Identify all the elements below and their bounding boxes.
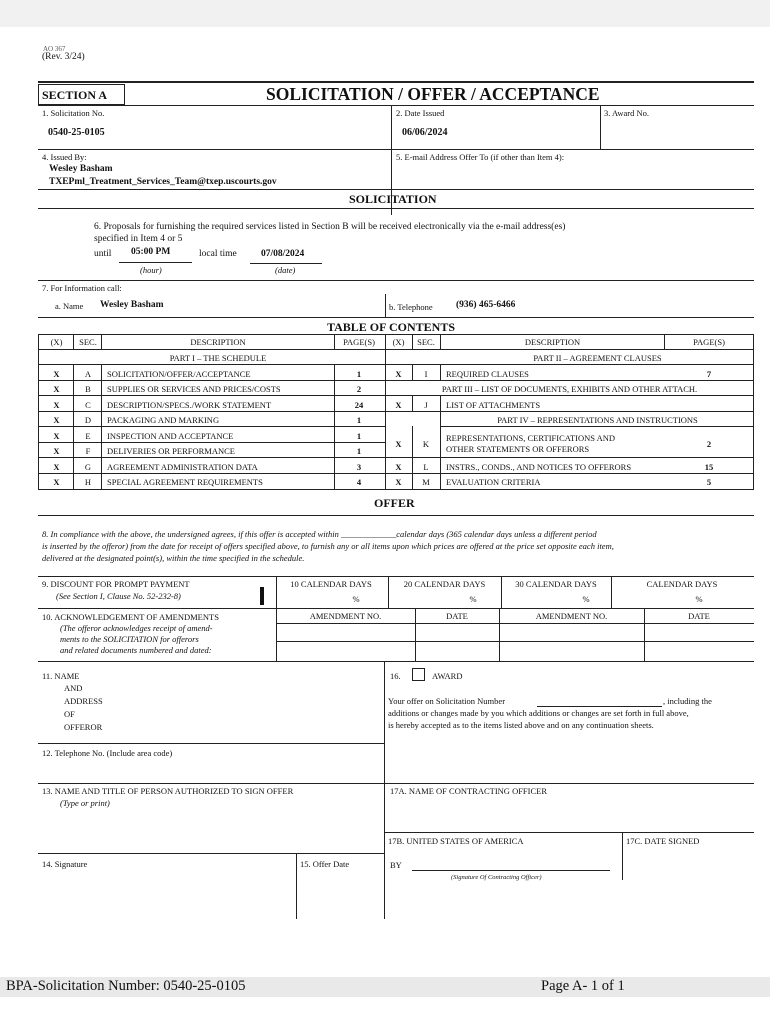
toc-left-pages: 3: [356, 462, 362, 472]
offeror-of-label: OF: [64, 709, 75, 719]
award-number-label: 16.: [390, 671, 401, 681]
footer-solicitation-number: BPA-Solicitation Number: 0540-25-0105: [6, 978, 246, 994]
toc-left-pages: 24: [354, 400, 364, 410]
toc-col-x-left: (X): [50, 337, 63, 347]
amendments-note-line3: and related documents numbered and dated:: [60, 645, 212, 655]
toc-right-sec: J: [424, 400, 428, 410]
offeror-and-label: AND: [64, 683, 83, 693]
until-label: until: [94, 249, 112, 259]
discount-20-days: 20 CALENDAR DAYS: [403, 579, 486, 589]
toc-right-x: X: [395, 439, 402, 449]
toc-col-pages-left: PAGE(S): [343, 337, 375, 347]
email-to-label: 5. E-mail Address Offer To (if other than Item 4):: [396, 152, 565, 162]
toc-left-sec: G: [84, 462, 92, 472]
discount-30-pct: %: [582, 594, 590, 604]
due-date: 07/08/2024: [261, 249, 305, 259]
award-no-label: 3. Award No.: [604, 108, 650, 118]
toc-left-desc: SOLICITATION/OFFER/ACCEPTANCE: [107, 369, 251, 379]
solicitation-heading: SOLICITATION: [349, 192, 437, 206]
page-footer: [0, 977, 770, 997]
amendments-note-line1: (The offeror acknowledges receipt of amend-: [60, 623, 213, 633]
toc-col-desc-left: DESCRIPTION: [190, 337, 246, 347]
toc-left-sec: E: [85, 431, 91, 441]
section-label: SECTION A: [42, 88, 108, 102]
award-text-line2: additions or changes made by you which additions or changes are set forth in full above,: [388, 708, 689, 718]
form-sheet: [0, 27, 770, 977]
text-cursor-marker: [260, 587, 264, 605]
contact-name: Wesley Basham: [100, 300, 164, 310]
local-time-label: local time: [199, 249, 237, 259]
toc-left-desc: SUPPLIES OR SERVICES AND PRICES/COSTS: [107, 384, 281, 394]
award-text-line1-a: Your offer on Solicitation Number: [388, 696, 506, 706]
signature-label: 14. Signature: [42, 859, 88, 869]
toc-part3: PART III – LIST OF DOCUMENTS, EXHIBITS AND OTHER ATTACH.: [441, 384, 698, 394]
toc-left-desc: DESCRIPTION/SPECS./WORK STATEMENT: [107, 400, 272, 410]
toc-col-sec-left: SEC.: [79, 337, 97, 347]
hour-caption: (hour): [140, 265, 162, 275]
toc-right-desc: INSTRS., CONDS., AND NOTICES TO OFFERORS: [446, 462, 632, 472]
award-text-line1-b: , including the: [663, 696, 712, 706]
toc-right-pages: 2: [706, 439, 712, 449]
amendment-date-header-2: DATE: [688, 611, 710, 621]
solicitation-no-label: 1. Solicitation No.: [42, 108, 105, 118]
toc-right-pages: 7: [706, 369, 712, 379]
toc-right-x: X: [395, 400, 402, 410]
toc-col-x-right: (X): [392, 337, 405, 347]
discount-other-days: CALENDAR DAYS: [646, 579, 718, 589]
toc-left-sec: F: [85, 446, 91, 456]
footer-page-number: Page A- 1 of 1: [541, 978, 625, 994]
discount-30-days: 30 CALENDAR DAYS: [515, 579, 597, 589]
toc-left-sec: D: [84, 415, 92, 425]
toc-right-desc: REQUIRED CLAUSES: [446, 369, 529, 379]
toc-left-sec: H: [84, 477, 92, 487]
toc-right-desc: REPRESENTATIONS, CERTIFICATIONS AND: [446, 433, 616, 443]
toc-right-sec: L: [423, 462, 429, 472]
toc-right-desc: LIST OF ATTACHMENTS: [446, 400, 541, 410]
due-time: 05:00 PM: [131, 247, 171, 257]
toc-left-x: X: [53, 384, 60, 394]
award-checkbox[interactable]: [412, 668, 425, 681]
solicitation-no: 0540-25-0105: [48, 127, 105, 138]
toc-right-sec: I: [424, 369, 428, 379]
amendments-note-line2: ments to the SOLICITATION for offerors: [60, 634, 199, 644]
contracting-officer-label: 17A. NAME OF CONTRACTING OFFICER: [390, 786, 548, 796]
date-signed-label: 17C. DATE SIGNED: [626, 836, 700, 846]
toc-left-desc: SPECIAL AGREEMENT REQUIREMENTS: [107, 477, 263, 487]
toc-left-sec: C: [85, 400, 91, 410]
toc-col-sec-right: SEC.: [417, 337, 435, 347]
toc-part2: PART II – AGREEMENT CLAUSES: [533, 353, 662, 363]
item8-text-line2: is inserted by the offeror) from the date for receipt of offers specified above, to furnish any or all items upon which prices are offered at the price set opposite each item,: [42, 541, 614, 551]
issued-by-label: 4. Issued By:: [42, 152, 87, 162]
contact-phone-label: b. Telephone: [389, 302, 433, 312]
amendments-label: 10. ACKNOWLEDGEMENT OF AMENDMENTS: [42, 612, 219, 622]
offer-heading: OFFER: [374, 496, 415, 510]
toc-left-pages: 1: [356, 415, 362, 425]
item6-text-line1: 6. Proposals for furnishing the required services listed in Section B will be received electronically via the e-mail address(es): [94, 222, 566, 232]
toc-part4: PART IV – REPRESENTATIONS AND INSTRUCTIONS: [497, 415, 698, 425]
toc-col-desc-right: DESCRIPTION: [524, 337, 581, 347]
item6-text-line2: specified in Item 4 or 5: [94, 234, 183, 244]
discount-note: (See Section I, Clause No. 52-232-8): [56, 591, 181, 601]
offeror-label: OFFEROR: [64, 722, 103, 732]
toc-left-pages: 4: [356, 477, 362, 487]
toc-left-pages: 1: [356, 431, 362, 441]
toc-right-desc: OTHER STATEMENTS OR OFFERORS: [446, 444, 590, 454]
toc-right-sec: K: [422, 439, 430, 449]
usa-label: 17B. UNITED STATES OF AMERICA: [388, 836, 524, 846]
form-title: SOLICITATION / OFFER / ACCEPTANCE: [266, 84, 600, 104]
toc-left-x: X: [53, 431, 60, 441]
toc-left-sec: A: [84, 369, 92, 379]
toc-left-x: X: [53, 400, 60, 410]
issued-by-email: TXEPml_Treatment_Services_Team@txep.uscourts.gov: [49, 177, 277, 187]
item8-text-line1: 8. In compliance with the above, the undersigned agrees, if this offer is accepted within _____________calendar days (365 calendar days unless a different period: [42, 529, 597, 539]
contact-phone: (936) 465-6466: [456, 300, 516, 310]
toc-heading: TABLE OF CONTENTS: [327, 320, 456, 334]
toc-left-x: X: [53, 462, 60, 472]
form-revision: (Rev. 3/24): [42, 52, 85, 62]
page-bottom-margin: [0, 997, 770, 1024]
toc-left-desc: PACKAGING AND MARKING: [107, 415, 220, 425]
toc-col-pages-right: PAGE(S): [693, 337, 725, 347]
signer-note: (Type or print): [60, 798, 110, 808]
toc-left-x: X: [53, 369, 60, 379]
offeror-name-label: 11. NAME: [42, 671, 80, 681]
toc-right-x: X: [395, 477, 402, 487]
date-issued-label: 2. Date Issued: [396, 108, 445, 118]
toc-right-x: X: [395, 369, 402, 379]
toc-left-pages: 1: [356, 446, 362, 456]
form-number: AO 367: [43, 45, 66, 53]
amendment-no-header: AMENDMENT NO.: [309, 611, 382, 621]
award-text-line3: is hereby accepted as to the items listed above and on any continuation sheets.: [388, 720, 654, 730]
info-call-label: 7. For Information call:: [42, 283, 122, 293]
item8-text-line3: delivered at the designated point(s), within the time specified in the schedule.: [42, 553, 305, 563]
toc-left-desc: DELIVERIES OR PERFORMANCE: [107, 446, 235, 456]
date-caption: (date): [275, 265, 296, 275]
toc-right-x: X: [395, 462, 402, 472]
toc-part1: PART I – THE SCHEDULE: [169, 353, 267, 363]
toc-left-pages: 2: [356, 384, 362, 394]
discount-10-pct: %: [352, 594, 360, 604]
discount-label: 9. DISCOUNT FOR PROMPT PAYMENT: [42, 579, 190, 589]
offer-date-label: 15. Offer Date: [300, 859, 350, 869]
toc-left-desc: AGREEMENT ADMINISTRATION DATA: [107, 462, 258, 472]
toc-left-pages: 1: [356, 369, 362, 379]
toc-right-pages: 15: [704, 462, 714, 472]
offeror-address-label: ADDRESS: [64, 696, 103, 706]
toc-left-sec: B: [85, 384, 91, 394]
offeror-phone-label: 12. Telephone No. (Include area code): [42, 748, 173, 758]
amendment-no-header-2: AMENDMENT NO.: [535, 611, 608, 621]
date-issued: 06/06/2024: [402, 127, 448, 138]
award-label: AWARD: [432, 671, 463, 681]
signer-label: 13. NAME AND TITLE OF PERSON AUTHORIZED TO SIGN OFFER: [42, 786, 294, 796]
toc-left-x: X: [53, 446, 60, 456]
contact-name-label: a. Name: [55, 301, 84, 311]
toc-right-desc: EVALUATION CRITERIA: [446, 477, 541, 487]
discount-10-days: 10 CALENDAR DAYS: [290, 579, 372, 589]
discount-20-pct: %: [469, 594, 477, 604]
discount-other-pct: %: [695, 594, 703, 604]
toc-left-x: X: [53, 477, 60, 487]
by-label: BY: [390, 860, 402, 870]
toc-left-desc: INSPECTION AND ACCEPTANCE: [107, 431, 234, 441]
toc-right-sec: M: [422, 477, 430, 487]
signature-caption: (Signature Of Contracting Officer): [451, 874, 542, 881]
toc-right-pages: 5: [706, 477, 712, 487]
toc-left-x: X: [53, 415, 60, 425]
amendment-date-header: DATE: [446, 611, 468, 621]
issued-by-name: Wesley Basham: [49, 164, 113, 174]
